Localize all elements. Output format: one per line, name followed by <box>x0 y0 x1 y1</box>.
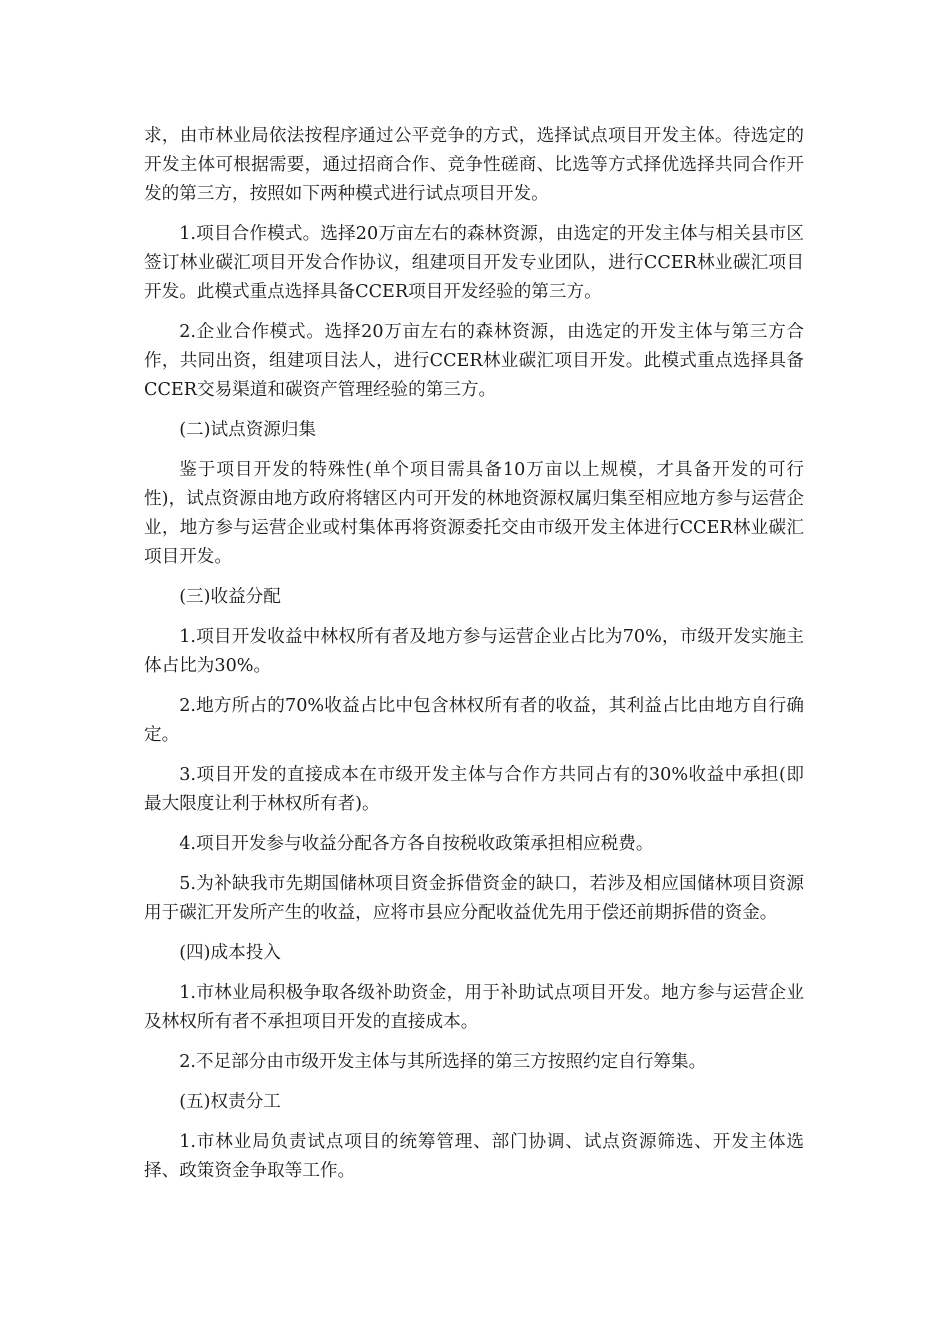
paragraph-continuation: 求，由市林业局依法按程序通过公平竞争的方式，选择试点项目开发主体。待选定的开发主体可根据需要，通过招商合作、竞争性磋商、比选等方式择优选择共同合作开发的第三方，按照如下两种模式进行试点项目开发。 <box>144 126 804 204</box>
paragraph-responsibility-item-1: 1.市林业局负责试点项目的统筹管理、部门协调、试点资源筛选、开发主体选择、政策资金争取等工作。 <box>144 1132 804 1181</box>
section-heading-resource-collection: (二)试点资源归集 <box>179 420 317 440</box>
paragraph-enterprise-cooperation-mode: 2.企业合作模式。选择20万亩左右的森林资源，由选定的开发主体与第三方合作，共同出资，组建项目法人，进行CCER林业碳汇项目开发。此模式重点选择具备CCER交易渠道和碳资产管理经验的第三方。 <box>144 322 804 400</box>
paragraph-cost-item-2: 2.不足部分由市级开发主体与其所选择的第三方按照约定自行筹集。 <box>179 1052 707 1072</box>
paragraph-revenue-item-3: 3.项目开发的直接成本在市级开发主体与合作方共同占有的30%收益中承担(即最大限度让利于林权所有者)。 <box>144 765 804 814</box>
paragraph-cost-item-1: 1.市林业局积极争取各级补助资金，用于补助试点项目开发。地方参与运营企业及林权所有者不承担项目开发的直接成本。 <box>144 983 804 1032</box>
paragraph-revenue-item-2: 2.地方所占的70%收益占比中包含林权所有者的收益，其利益占比由地方自行确定。 <box>144 696 804 745</box>
paragraph-revenue-item-5: 5.为补缺我市先期国储林项目资金拆借资金的缺口，若涉及相应国储林项目资源用于碳汇开发所产生的收益，应将市县应分配收益优先用于偿还前期拆借的资金。 <box>144 874 804 923</box>
document-body <box>144 122 804 1197</box>
paragraph-project-cooperation-mode: 1.项目合作模式。选择20万亩左右的森林资源，由选定的开发主体与相关县市区签订林业碳汇项目开发合作协议，组建项目开发专业团队，进行CCER林业碳汇项目开发。此模式重点选择具备CCER项目开发经验的第三方。 <box>144 224 804 302</box>
section-heading-responsibilities: (五)权责分工 <box>179 1092 281 1112</box>
paragraph-revenue-item-4: 4.项目开发参与收益分配各方各自按税收政策承担相应税费。 <box>179 834 654 854</box>
paragraph-revenue-item-1: 1.项目开发收益中林权所有者及地方参与运营企业占比为70%，市级开发实施主体占比为30%。 <box>144 627 804 676</box>
paragraph-resource-collection: 鉴于项目开发的特殊性(单个项目需具备10万亩以上规模，才具备开发的可行性)，试点资源由地方政府将辖区内可开发的林地资源权属归集至相应地方参与运营企业，地方参与运营企业或村集体再将资源委托交由市级开发主体进行CCER林业碳汇项目开发。 <box>144 460 804 567</box>
section-heading-revenue-distribution: (三)收益分配 <box>179 587 281 607</box>
section-heading-cost-input: (四)成本投入 <box>179 943 281 963</box>
